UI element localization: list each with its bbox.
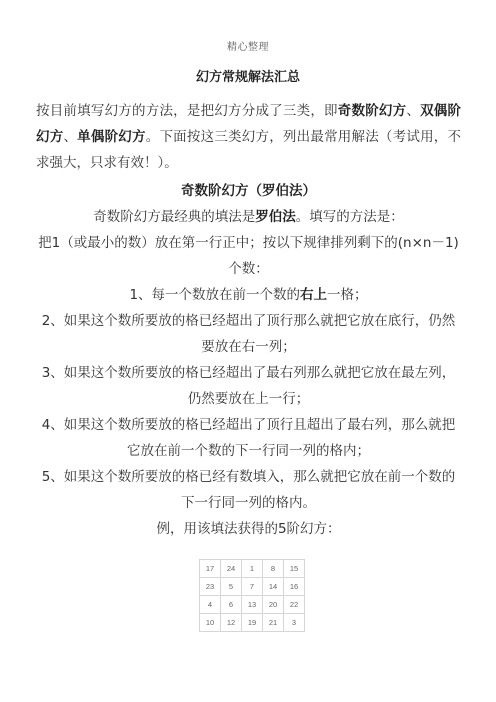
rule-item: 2、如果这个数所要放的格已经超出了顶行那么就把它放在底行，仍然要放在右一列； bbox=[41, 313, 456, 355]
table-cell: 13 bbox=[242, 596, 263, 614]
page-header: 精心整理 bbox=[227, 42, 269, 53]
table-cell: 7 bbox=[242, 578, 263, 596]
table-cell: 1 bbox=[242, 560, 263, 578]
table-cell: 4 bbox=[200, 596, 221, 614]
section-title: 奇数阶幻方（罗伯法） bbox=[181, 183, 316, 199]
table-cell: 6 bbox=[221, 596, 242, 614]
table-cell: 23 bbox=[200, 578, 221, 596]
doubly-even-term: 双偶阶幻方 bbox=[36, 103, 462, 145]
table-cell: 5 bbox=[221, 578, 242, 596]
intro-text: 。下面按这三类幻方，列出最常用解法（考试用，不求强大，只求有效！）。 bbox=[36, 129, 462, 171]
magic-square-table bbox=[199, 559, 305, 632]
table-cell: 10 bbox=[200, 614, 221, 632]
intro-text: 、 bbox=[406, 103, 421, 119]
table-cell: 16 bbox=[284, 578, 305, 596]
table-cell: 20 bbox=[263, 596, 284, 614]
table-cell: 21 bbox=[263, 614, 284, 632]
table-cell: 14 bbox=[263, 578, 284, 596]
rule-item: 4、如果这个数所要放的格已经超出了顶行且超出了最右列，那么就把它放在前一个数的下一行同一列的格内； bbox=[41, 417, 456, 459]
upper-right-term: 右上 bbox=[300, 287, 328, 303]
singly-even-term: 单偶阶幻方 bbox=[77, 129, 146, 145]
table-cell: 22 bbox=[284, 596, 305, 614]
document-title: 幻方常规解法汇总 bbox=[195, 70, 300, 85]
intro-paragraph bbox=[36, 98, 461, 176]
table-row bbox=[200, 614, 305, 632]
table-cell: 12 bbox=[221, 614, 242, 632]
table-cell: 24 bbox=[221, 560, 242, 578]
intro-text: 按目前填写幻方的方法，是把幻方分成了三类，即 bbox=[36, 103, 338, 119]
rule-item bbox=[36, 282, 461, 308]
robert-method-term: 罗伯法 bbox=[255, 209, 296, 225]
table-cell: 19 bbox=[242, 614, 263, 632]
table-cell: 15 bbox=[284, 560, 305, 578]
table-row bbox=[200, 560, 305, 578]
method-text: 奇数阶幻方最经典的填法是 bbox=[93, 209, 256, 225]
table-row bbox=[200, 596, 305, 614]
table-cell: 17 bbox=[200, 560, 221, 578]
table-row bbox=[200, 578, 305, 596]
rule-text: 一格； bbox=[327, 287, 368, 303]
intro-text: 、 bbox=[63, 129, 78, 145]
document-body bbox=[36, 98, 461, 542]
rule-text: 1、每一个数放在前一个数的 bbox=[129, 287, 301, 303]
step-intro: 把1（或最小的数）放在第一行正中；按以下规律排列剩下的(n×n－1)个数： bbox=[38, 235, 459, 277]
method-paragraph bbox=[36, 204, 461, 230]
table-cell: 8 bbox=[263, 560, 284, 578]
rule-item: 5、如果这个数所要放的格已经有数填入，那么就把它放在前一个数的下一行同一列的格内。 bbox=[41, 469, 456, 511]
rule-item: 3、如果这个数所要放的格已经超出了最右列那么就把它放在最左列，仍然要放在上一行； bbox=[41, 365, 456, 407]
odd-order-term: 奇数阶幻方 bbox=[337, 103, 407, 119]
table-cell: 3 bbox=[284, 614, 305, 632]
example-caption: 例，用该填法获得的5阶幻方： bbox=[156, 521, 341, 537]
method-text: 。填写的方法是： bbox=[295, 209, 404, 225]
